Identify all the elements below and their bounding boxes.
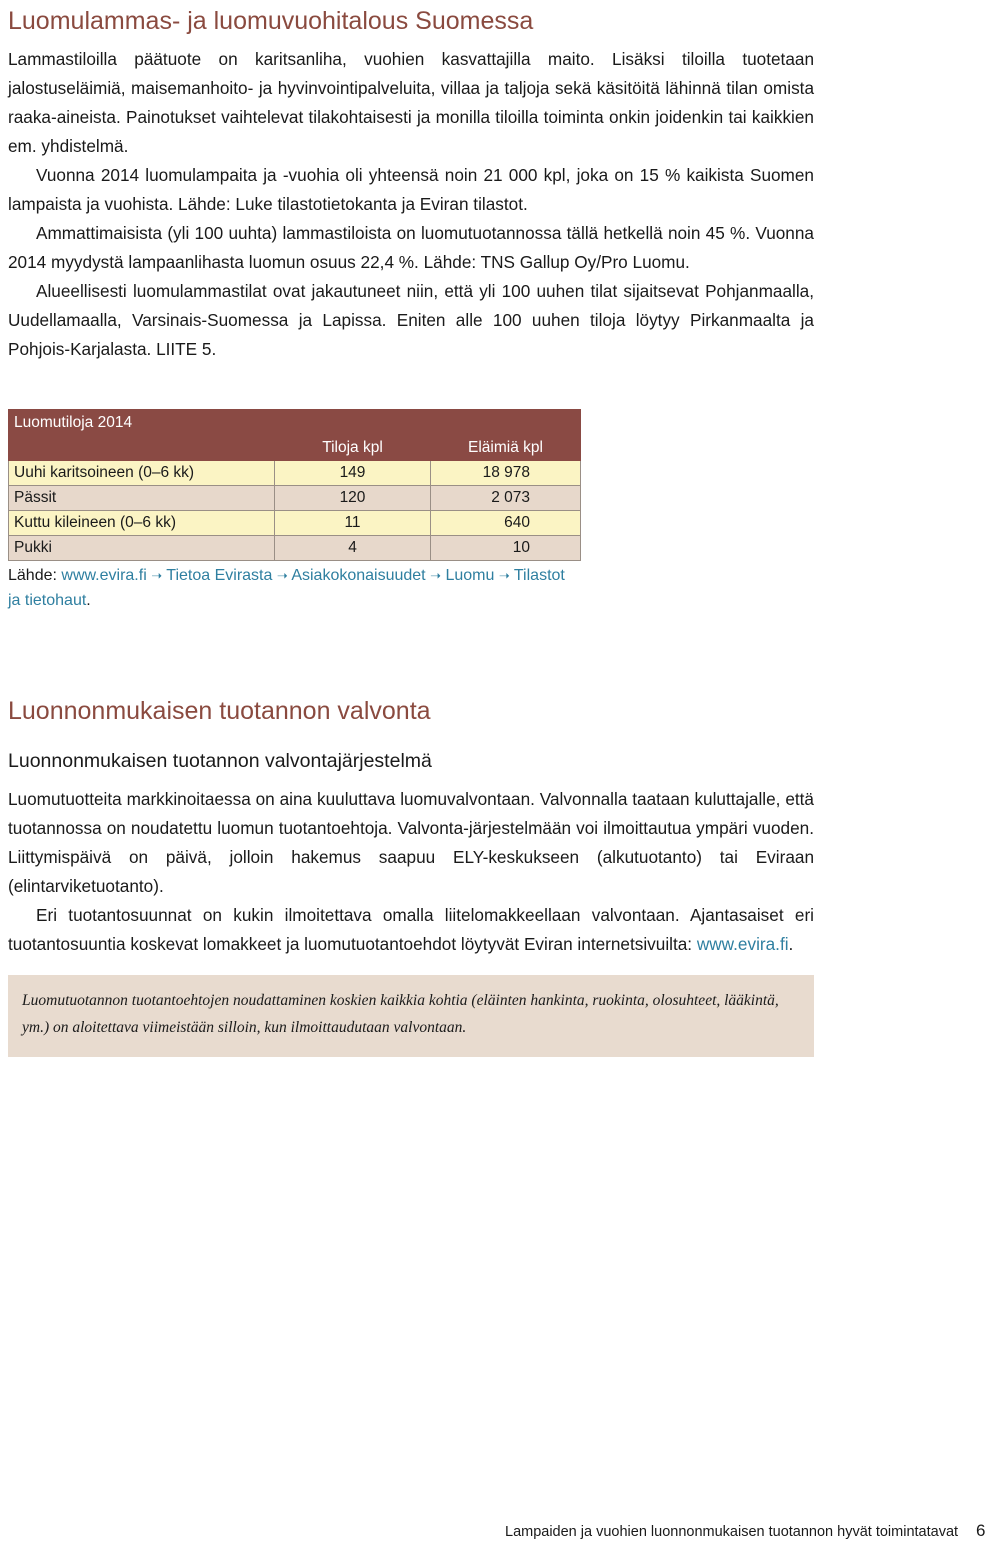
table-cell-label: Pukki <box>9 536 275 561</box>
table-cell-animals: 640 <box>431 511 581 536</box>
source-link-tietoa-evirasta[interactable]: Tietoa Evirasta <box>166 567 273 584</box>
table-row <box>9 536 581 561</box>
paragraph-regional: Alueellisesti luomulammastilat ovat jakautuneet niin, että yli 100 uuhen tilat sijaitsevat Pohjanmaalla, Uudellamaalla, Varsinais-Suomessa ja Lapissa. Eniten alle 100 uuhen tiloja löytyy Pirkanmaalta ja Pohjois-Karjalasta. LIITE 5. <box>8 281 814 359</box>
arrow-right-icon: ➝ <box>498 568 510 583</box>
source-label: Lähde: <box>8 567 62 584</box>
table-title-row <box>9 410 581 436</box>
table-row <box>9 461 581 486</box>
table-header-empty <box>9 436 275 461</box>
paragraph-professional-farms: Ammattimaisista (yli 100 uuhta) lammastiloista on luomutuotannossa tällä hetkellä noin 45 %. Vuonna 2014 myydystä lampaanlihasta luomun osuus 22,4 %. Lähde: TNS Gallup Oy/Pro Luomu. <box>8 223 814 272</box>
table-row <box>9 511 581 536</box>
source-link-evira[interactable]: www.evira.fi <box>61 567 147 584</box>
source-link-asiakokonaisuudet[interactable]: Asiakokonaisuudet <box>291 567 426 584</box>
table-cell-farms: 149 <box>275 461 431 486</box>
table-cell-label: Uuhi karitsoineen (0–6 kk) <box>9 461 275 486</box>
table-cell-animals: 2 073 <box>431 486 581 511</box>
paragraph-forms-end: . <box>788 934 794 954</box>
table-header-farms: Tiloja kpl <box>275 436 431 461</box>
organic-farms-table <box>8 409 581 561</box>
table-cell-animals: 18 978 <box>431 461 581 486</box>
paragraph-forms-text: Eri tuotantosuunnat on kukin ilmoitettava omalla liitelomakkeellaan valvontaan. Ajantasaiset eri tuotantosuuntia koskevat lomakkeet ja luomutuotantoehdot löytyvät Eviran internetsivuilta: <box>8 905 814 954</box>
table-header-animals: Eläimiä kpl <box>431 436 581 461</box>
table-header-row <box>9 436 581 461</box>
table-cell-animals: 10 <box>431 536 581 561</box>
table-cell-label: Kuttu kileineen (0–6 kk) <box>9 511 275 536</box>
section1-body <box>8 45 814 364</box>
arrow-right-icon: ➝ <box>430 568 441 583</box>
paragraph-control-system: Luomutuotteita markkinoitaessa on aina kuuluttava luomuvalvontaan. Valvonnalla taataan kuluttajalle, että tuotannossa on noudatettu luomun tuotantoehtoja. Valvonta-järjestelmään voi ilmoittautua ympäri vuoden. Liittymispäivä on päivä, jolloin hakemus saapuu ELY-keskukseen (alkutuotanto) tai Eviraan (elintarviketuotanto). <box>8 789 814 896</box>
page-number: 6 <box>976 1521 986 1540</box>
table-row <box>9 486 581 511</box>
table-cell-farms: 11 <box>275 511 431 536</box>
paragraph-forms <box>8 901 814 959</box>
table-cell-farms: 4 <box>275 536 431 561</box>
evira-website-link[interactable]: www.evira.fi <box>696 934 789 954</box>
table-cell-label: Pässit <box>9 486 275 511</box>
section-title-sheep-goat-farming: Luomulammas- ja luomuvuohitalous Suomessa <box>8 7 534 35</box>
source-link-luomu[interactable]: Luomu <box>445 567 495 584</box>
document-page <box>8 0 814 1057</box>
source-link-tilastot[interactable]: Tilastot ja tietohaut <box>8 567 565 609</box>
table-cell-farms: 120 <box>275 486 431 511</box>
section2-body <box>8 785 814 959</box>
arrow-right-icon: ➝ <box>276 568 288 583</box>
table-source <box>8 563 568 613</box>
arrow-right-icon: ➝ <box>151 568 163 583</box>
source-end: . <box>86 592 91 609</box>
section-title-control: Luonnonmukaisen tuotannon valvonta <box>8 697 431 725</box>
footer-title: Lampaiden ja vuohien luonnonmukaisen tuotannon hyvät toimintatavat <box>505 1524 959 1540</box>
subsection-title-control-system: Luonnonmukaisen tuotannon valvontajärjestelmä <box>8 750 432 772</box>
paragraph-products: Lammastiloilla päätuote on karitsanliha, vuohien kasvattajilla maito. Lisäksi tiloilla tuotetaan jalostuseläimiä, maisemanhoito- ja hyvinvointipalveluita, villaa ja taljoja sekä käsitöitä lähinnä tilan omista raaka-aineista. Painotukset vaihtelevat tilakohtaisesti ja monilla tiloilla toiminta onkin joidenkin tai kaikkien em. yhdistelmä. <box>8 49 814 156</box>
paragraph-statistics-2014: Vuonna 2014 luomulampaita ja -vuohia oli yhteensä noin 21 000 kpl, joka on 15 % kaikista Suomen lampaista ja vuohista. Lähde: Luke tilastotietokanta ja Eviran tilastot. <box>8 165 814 214</box>
note-box: Luomutuotannon tuotantoehtojen noudattaminen koskien kaikkia kohtia (eläinten hankinta, ruokinta, olosuhteet, lääkintä, ym.) on aloitettava viimeistään silloin, kun ilmoittaudutaan valvontaan. <box>8 975 814 1057</box>
table-title: Luomutiloja 2014 <box>9 410 581 436</box>
page-footer <box>505 1521 986 1541</box>
